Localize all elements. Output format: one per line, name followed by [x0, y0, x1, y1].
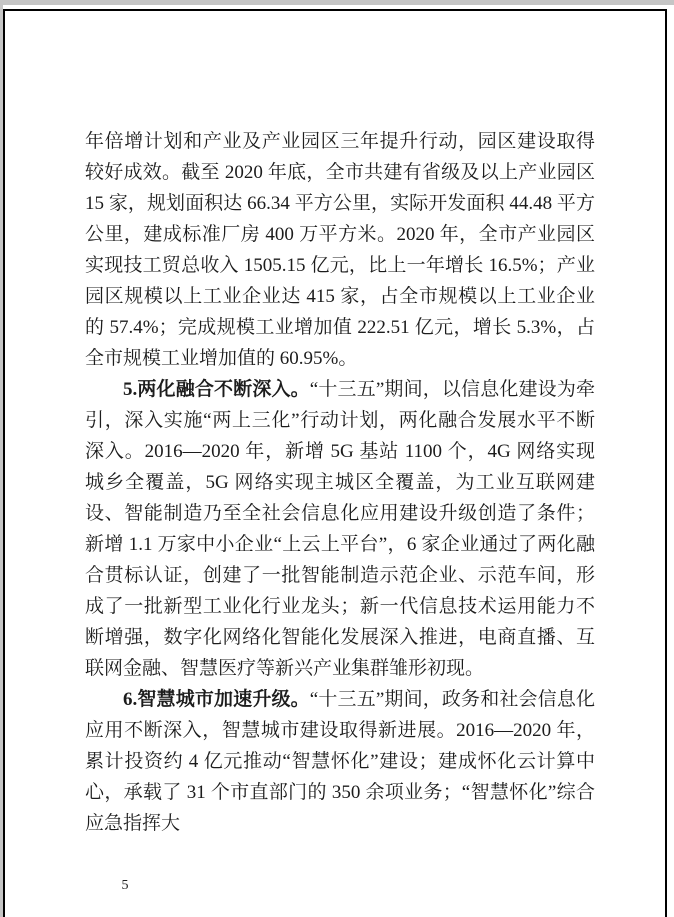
paragraph-lead: 5.两化融合不断深入。 [123, 379, 310, 400]
page-body-text [85, 126, 595, 839]
paragraph-text: “十三五”期间，以信息化建设为牵引，深入实施“两上三化”行动计划，两化融合发展水平不断深入。2016—2020 年，新增 5G 基站 1100 个，4G 网络实现城乡全覆盖，5G 网络实现主城区全覆盖，为工业互联网建设、智能制造乃至全社会信息化应用建设升级创造了条件；新增 1.1 万家中小企业“上云上平台”，6 家企业通过了两化融合贯标认证，创建了一批智能制造示范企业、示范车间，形成了一批新型工业化行业龙头；新一代信息技术运用能力不断增强，数字化网络化智能化发展深入推进，电商直播、互联网金融、智慧医疗等新兴产业集群雏形初现。 [85, 379, 595, 679]
document-page [3, 9, 667, 917]
paragraph-section-5 [85, 374, 595, 684]
paragraph-lead: 6.智慧城市加速升级。 [123, 689, 310, 710]
paragraph-continued [85, 126, 595, 374]
paragraph-section-6 [85, 684, 595, 839]
page-number: 5 [121, 878, 129, 893]
viewer-top-edge [0, 0, 674, 5]
paragraph-text: 年倍增计划和产业及产业园区三年提升行动，园区建设取得较好成效。截至 2020 年底，全市共建有省级及以上产业园区 15 家，规划面积达 66.34 平方公里，实际开发面积 44.48 平方公里，建成标准厂房 400 万平方米。2020 年，全市产业园区实现技工贸总收入 1505.15 亿元，比上一年增长 16.5%；产业园区规模以上工业企业达 415 家，占全市规模以上工业企业的 57.4%；完成规模工业增加值 222.51 亿元，增长 5.3%，占全市规模工业增加值的 60.95%。 [85, 131, 595, 369]
paragraph-text: “十三五”期间，政务和社会信息化应用不断深入，智慧城市建设取得新进展。2016—2020 年，累计投资约 4 亿元推动“智慧怀化”建设；建成怀化云计算中心，承载了 31 个市直部门的 350 余项业务；“智慧怀化”综合应急指挥大 [85, 689, 595, 834]
